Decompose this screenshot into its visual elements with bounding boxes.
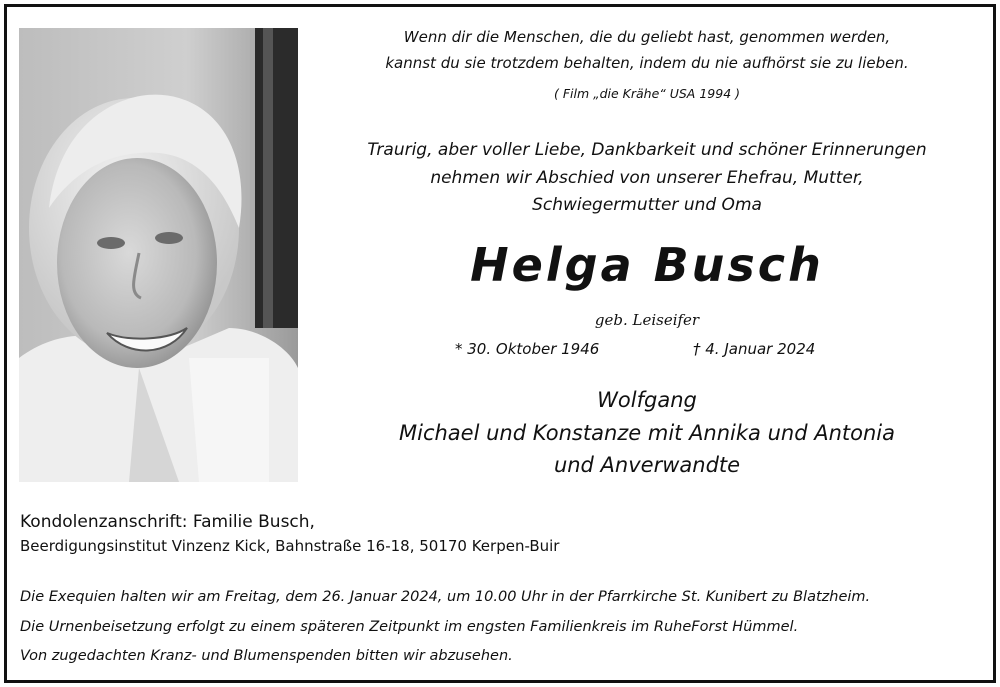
intro-text — [307, 137, 987, 220]
funeral-notices — [20, 583, 980, 672]
mourners-list — [307, 384, 987, 482]
mourners-line-3: und Anverwandte — [553, 453, 741, 477]
quote-line-2: kannst du sie trotzdem behalten, indem du nie aufhörst sie zu lieben. — [385, 54, 909, 72]
memorial-quote — [307, 24, 987, 76]
intro-line-2: nehmen wir Abschied von unserer Ehefrau, Mutter, — [430, 167, 864, 188]
portrait-photo — [19, 28, 298, 482]
quote-line-1: Wenn dir die Menschen, die du geliebt hast, genommen werden, — [403, 28, 891, 46]
condolence-line-2: Beerdigungsinstitut Vinzenz Kick, Bahnstraße 16-18, 50170 Kerpen-Buir — [20, 537, 560, 555]
notice-line-1: Die Exequien halten wir am Freitag, dem 26. Januar 2024, um 10.00 Uhr in der Pfarrkirche St. Kunibert zu Blatzheim. — [20, 589, 871, 605]
quote-source: ( Film „die Krähe“ USA 1994 ) — [553, 86, 740, 101]
mourners-line-1: Wolfgang — [597, 388, 697, 412]
mourners-line-2: Michael und Konstanze mit Annika und Antonia — [398, 420, 895, 445]
portrait-image — [19, 28, 298, 482]
intro-line-3: Schwiegermutter und Oma — [532, 195, 762, 215]
notice-line-2: Die Urnenbeisetzung erfolgt zu einem späteren Zeitpunkt im engsten Familienkreis im RuheForst Hümmel. — [20, 618, 799, 635]
condolence-address — [20, 510, 920, 558]
obituary-notice — [4, 4, 996, 683]
deceased-name: Helga Busch — [470, 238, 824, 292]
maiden-name: geb. Leiseifer — [594, 311, 700, 329]
death-date: † 4. Januar 2024 — [693, 340, 816, 358]
notice-line-3: Von zugedachten Kranz- und Blumenspenden bitten wir abzusehen. — [20, 648, 513, 664]
birth-date: * 30. Oktober 1946 — [455, 340, 600, 358]
intro-line-1: Traurig, aber voller Liebe, Dankbarkeit und schöner Erinnerungen — [367, 140, 927, 160]
condolence-line-1: Kondolenzanschrift: Familie Busch, — [20, 512, 315, 532]
